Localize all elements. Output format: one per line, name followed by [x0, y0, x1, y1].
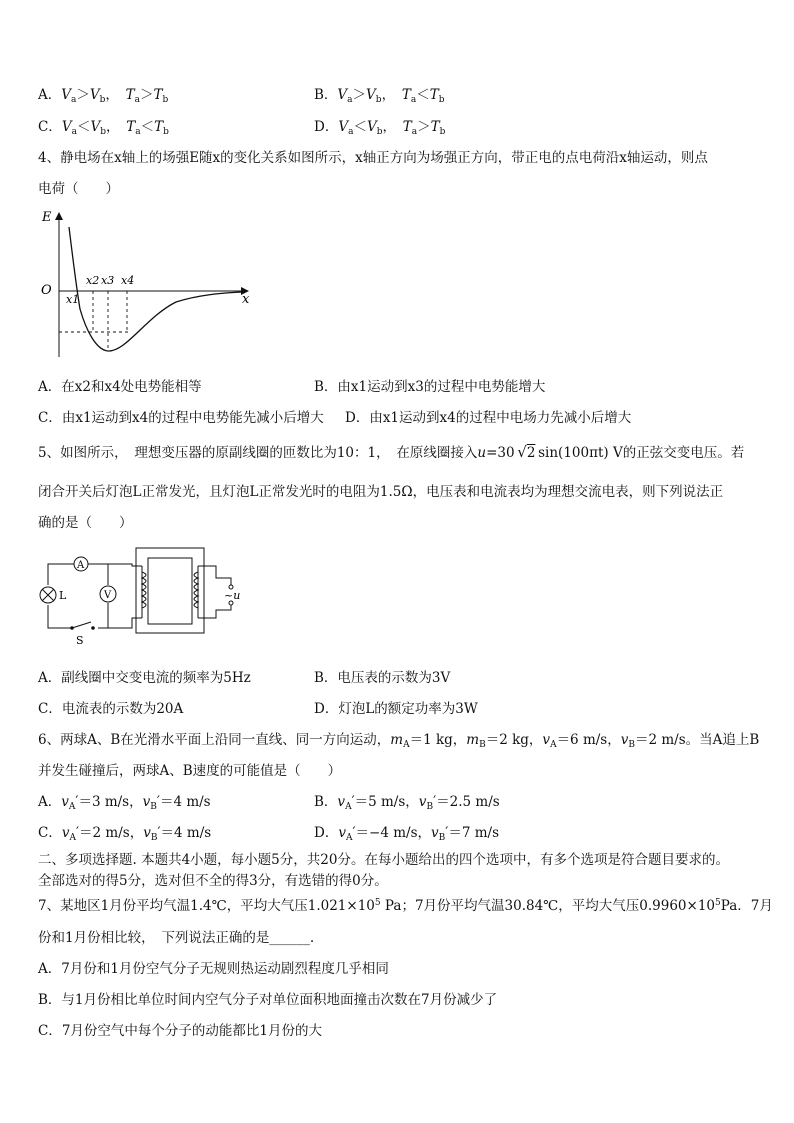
q6-option-b[interactable]: B．$v_A'=5$ m/s，$v_B'=2.5$ m/s: [314, 794, 500, 812]
section2-heading-line2: 全部选对的得5分，选对但不全的得3分，有选错的得0分。: [38, 873, 388, 889]
switch-label: S: [76, 634, 84, 647]
q6-stem-line2: 并发生碰撞后，两球A、B速度的可能值是（ ）: [38, 763, 342, 779]
q6-stem-line1: 6、两球A、B在光滑水平面上沿同一直线、同一方向运动，$m_A=1$ kg，$m_B=2$ kg，$v_A=6$ m/s，$v_B=2$ m/s。当A追上B: [38, 732, 760, 750]
q3-option-c[interactable]: C．$V_a<V_b$， $T_a<T_b$: [38, 119, 169, 137]
q4-e-x-graph: [36, 205, 261, 360]
q5-option-c[interactable]: C．电流表的示数为20A: [38, 701, 184, 717]
ammeter-label: A: [77, 560, 85, 571]
q7-option-c[interactable]: C．7月份空气中每个分子的动能都比1月份的大: [38, 1023, 323, 1039]
q5-stem-line3: 确的是（ ）: [38, 515, 133, 531]
q4-option-c[interactable]: C．由x1运动到x4的过程中电势能先减小后增大: [38, 410, 324, 426]
e-curve: [69, 227, 241, 351]
x-axis-label: x: [242, 292, 250, 307]
q4-option-d[interactable]: D．由x1运动到x4的过程中电场力先减小后增大: [345, 410, 632, 426]
q7-option-b[interactable]: B．与1月份相比单位时间内空气分子对单位面积地面撞击次数在7月份减少了: [38, 992, 498, 1008]
source-label: ~u: [224, 589, 241, 602]
y-axis-label: E: [42, 210, 52, 225]
q5-option-a[interactable]: A．副线圈中交变电流的频率为5Hz: [38, 670, 251, 686]
label-x1: x1: [66, 293, 80, 306]
q6-option-c[interactable]: C．$v_A'=2$ m/s，$v_B'=4$ m/s: [38, 825, 212, 843]
q5-circuit-diagram: [36, 540, 251, 650]
section2-heading-line1: 二、多项选择题. 本题共4小题，每小题5分，共20分。在每小题给出的四个选项中，有多个选项是符合题目要求的。: [38, 852, 729, 868]
q7-stem-line2: 份和1月份相比较， 下列说法正确的是______.: [38, 930, 315, 946]
q3-option-d[interactable]: D．$V_a<V_b$， $T_a>T_b$: [314, 119, 446, 137]
lamp-label: L: [59, 589, 67, 602]
voltmeter-label: V: [104, 590, 112, 601]
q7-stem-line1: 7、某地区1月份平均气温1.4℃，平均大气压$1.021\times 10^5$ Pa；7月份平均气温30.84℃，平均大气压$0.9960\times 10^5Pa$．7月: [38, 898, 773, 914]
origin-label: O: [41, 283, 52, 298]
label-x2: x2: [86, 274, 100, 287]
q5-stem-line1: 5、如图所示， 理想变压器的原副线圈的匝数比为10：1， 在原线圈接入u=30 √2 sin(100πt) V的正弦交变电压。若: [38, 443, 745, 461]
q4-stem-line1: 4、静电场在x轴上的场强E随x的变化关系如图所示，x轴正方向为场强正方向，带正电的点电荷沿x轴运动，则点: [38, 150, 708, 166]
label-x4: x4: [121, 274, 135, 287]
q6-option-a[interactable]: A．$v_A'=3$ m/s，$v_B'=4$ m/s: [38, 794, 211, 812]
q4-option-b[interactable]: B．由x1运动到x3的过程中电势能增大: [314, 379, 546, 395]
q5-option-d[interactable]: D．灯泡L的额定功率为3W: [314, 701, 478, 717]
q5-stem-line2: 闭合开关后灯泡L正常发光，且灯泡L正常发光时的电阻为1.5Ω，电压表和电流表均为理想交流电表，则下列说法正: [38, 484, 724, 500]
q4-stem-line2: 电荷（ ）: [38, 181, 119, 197]
q5-option-b[interactable]: B．电压表的示数为3V: [314, 670, 451, 686]
q7-option-a[interactable]: A．7月份和1月份空气分子无规则热运动剧烈程度几乎相同: [38, 961, 389, 977]
q6-option-d[interactable]: D．$v_A'=-4$ m/s，$v_B'=7$ m/s: [314, 825, 500, 843]
q3-option-a[interactable]: A．$V_a>V_b$， $T_a>T_b$: [38, 87, 169, 105]
q4-option-a[interactable]: A．在x2和x4处电势能相等: [38, 379, 202, 395]
q3-option-b[interactable]: B．$V_a>V_b$， $T_a<T_b$: [314, 87, 445, 105]
label-x3: x3: [101, 274, 115, 287]
